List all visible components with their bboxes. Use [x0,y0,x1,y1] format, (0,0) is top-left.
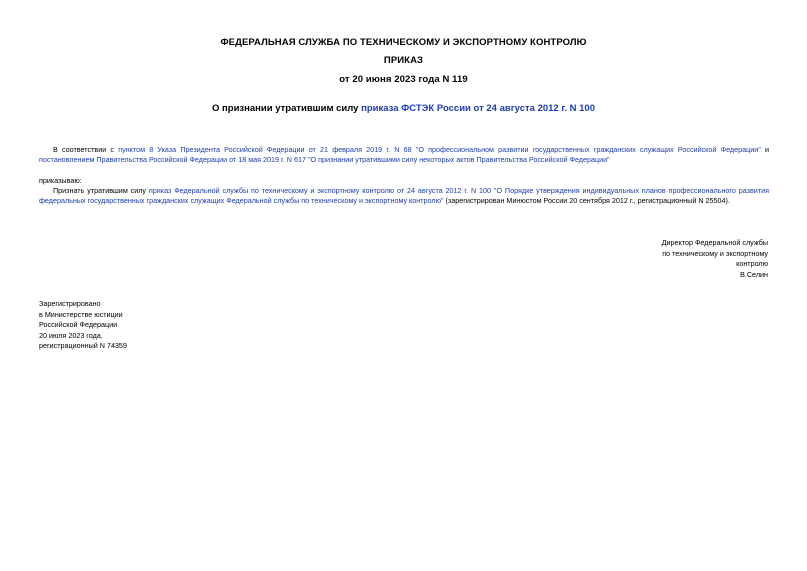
registration-line: в Министерстве юстиции [39,309,123,319]
registration-line: регистрационный N 74359 [39,341,127,350]
order-link[interactable]: приказ Федеральной службы по техническому и экспортному контролю от 24 августа 2012 г. N 100 "О Порядке утверждения индивидуальных планов профессионального развития федеральных государственных гражданских служащих Федеральной службы по техническому и экспортному контролю" [39,186,769,205]
registration-line: Зарегистрировано [39,299,101,308]
signature-line: Директор Федеральной службы [661,238,768,247]
title-link[interactable]: приказа ФСТЭК России от 24 августа 2012 г. N 100 [361,103,595,114]
signature-line: по техническому и экспортному [662,248,768,258]
title-prefix: О признании утратившим силу [212,103,362,114]
order-word: приказываю: [39,176,82,185]
agency-heading: ФЕДЕРАЛЬНАЯ СЛУЖБА ПО ТЕХНИЧЕСКОМУ И ЭКСПОРТНОМУ КОНТРОЛЮ [220,37,587,48]
order-text-1: Признать утратившим силу [53,186,149,195]
registration-line: 20 июля 2023 года, [39,330,103,340]
signature-block [628,238,768,280]
decree-link[interactable]: пунктом 8 Указа Президента Российской Федерации от 21 февраля 2019 г. N 68 "О профессиональном развитии государственных гражданских служащих Российской Федерации" [118,145,761,154]
doc-type-heading: ПРИКАЗ [383,55,424,66]
signature-name: В.Селин [740,269,768,279]
resolution-link[interactable]: постановлением Правительства Российской Федерации от 18 мая 2019 г. N 617 "О признании утратившими силу некоторых актов Правительства Российской Федерации" [39,155,610,164]
document-title [0,103,807,114]
registration-block [39,299,127,352]
signature-line: контролю [736,259,768,268]
preamble-paragraph [39,145,769,165]
date-number-heading: от 20 июня 2023 года N 119 [339,74,468,85]
registration-line: Российской Федерации [39,320,118,329]
order-text-2: (зарегистрирован Минюстом России 20 сентября 2012 г., регистрационный N 25504). [443,196,730,205]
preamble-text-2: и [760,145,769,154]
order-paragraph [39,186,769,206]
preamble-text-1: В соответствии с [53,145,119,154]
